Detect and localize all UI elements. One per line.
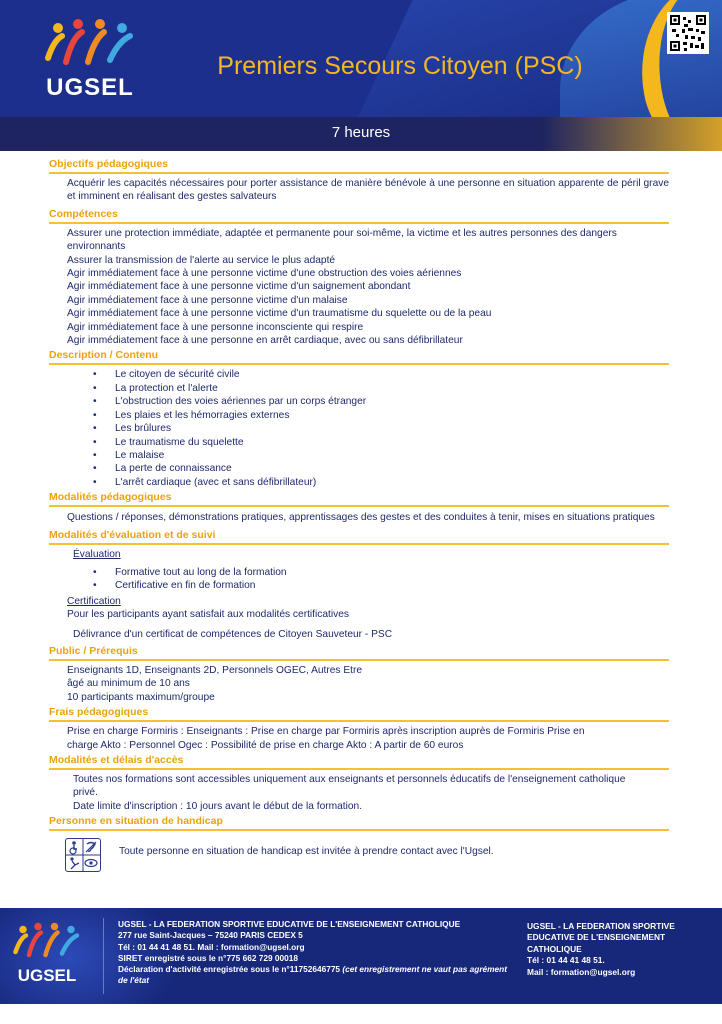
evaluation-list <box>49 566 669 593</box>
certification-label: Certification <box>67 595 121 607</box>
acces-text: Toutes nos formations sont accessibles uniquement aux enseignants et personnels éducatifs de l'enseignement catholique privé. <box>73 774 626 799</box>
delivrance-text: Délivrance d'un certificat de compétences de Citoyen Sauveteur - PSC <box>73 628 393 640</box>
footer-declaration-note: (cet enregistrement ne vaut pas agrément de l'état <box>118 964 507 986</box>
ugsel-logo-figures-icon <box>44 18 136 74</box>
section-title: Modalités et délais d'accès <box>49 754 669 770</box>
header-banner <box>0 0 722 117</box>
public-line: 10 participants maximum/groupe <box>67 691 215 703</box>
footer-org-name: UGSEL - LA FEDERATION SPORTIVE EDUCATIVE DE L'ENSEIGNEMENT CATHOLIQUE <box>118 919 461 929</box>
section-title: Modalités pédagogiques <box>49 491 669 507</box>
list-item: • La protection et l'alerte <box>91 382 669 395</box>
section-title: Personne en situation de handicap <box>49 815 669 831</box>
competence-item: Agir immédiatement face à une personne victime d'un malaise <box>67 294 348 306</box>
section-evaluation <box>49 529 669 641</box>
footer-right-org: UGSEL - LA FEDERATION SPORTIVE EDUCATIVE DE L'ENSEIGNEMENT CATHOLIQUE <box>527 921 675 954</box>
list-item: • La perte de connaissance <box>91 462 669 475</box>
objectifs-text: Acquérir les capacités nécessaires pour porter assistance de manière bénévole à une personne en situation apparente de péril grave et imminent en réalisant des gestes salvateurs <box>67 178 669 203</box>
section-title: Description / Contenu <box>49 349 669 365</box>
list-item: • Certificative en fin de formation <box>91 579 669 592</box>
date-limite-text: Date limite d'inscription : 10 jours avant le début de la formation. <box>73 800 363 812</box>
footer-siret: SIRET enregistré sous le n°775 662 729 00018 <box>118 952 298 963</box>
section-public <box>49 645 669 704</box>
handicap-row <box>49 834 669 874</box>
competence-item: Assurer une protection immédiate, adaptée et permanente pour soi-même, la victime et les autres personnes des dangers environnants <box>67 227 617 253</box>
section-modalites-pedagogiques <box>49 491 669 524</box>
section-acces <box>49 754 669 813</box>
list-item: • Les plaies et les hémorragies externes <box>91 409 669 422</box>
ugsel-logo <box>40 18 140 101</box>
section-competences <box>49 208 669 348</box>
list-item: • L'obstruction des voies aériennes par un corps étranger <box>91 395 669 408</box>
footer-address-block <box>118 919 508 987</box>
qr-code-icon[interactable] <box>667 12 709 54</box>
competence-item: Agir immédiatement face à une personne inconsciente qui respire <box>67 321 364 333</box>
list-item: • L'arrêt cardiaque (avec et sans défibrillateur) <box>91 476 669 489</box>
list-item: • Le malaise <box>91 449 669 462</box>
public-line: Enseignants 1D, Enseignants 2D, Personnels OGEC, Autres Etre <box>67 664 363 676</box>
footer-right-mail[interactable]: Mail : formation@ugsel.org <box>527 966 636 977</box>
section-description <box>49 349 669 489</box>
handicap-text: Toute personne en situation de handicap est invitée à prendre contact avec l'Ugsel. <box>119 846 494 858</box>
footer-contact: Tél : 01 44 41 48 51. Mail : formation@ugsel.org <box>118 941 305 952</box>
modalites-text: Questions / réponses, démonstrations pratiques, apprentissages des gestes et des conduites à tenir, mises en situations pratiques <box>67 512 655 524</box>
accessibility-icon <box>65 838 101 872</box>
footer-divider <box>103 918 104 994</box>
competence-item: Agir immédiatement face à une personne victime d'une obstruction des voies aériennes <box>67 268 462 280</box>
section-title: Compétences <box>49 208 669 224</box>
section-title: Public / Prérequis <box>49 645 669 661</box>
section-title: Modalités d'évaluation et de suivi <box>49 529 669 545</box>
footer-declaration <box>118 964 508 987</box>
footer-contact-block <box>527 921 712 978</box>
competence-item: Assurer la transmission de l'alerte au service le plus adapté <box>67 254 336 266</box>
frais-line: Prise en charge Formiris : Enseignants : Prise en charge par Formiris après inscription auprès de Formiris Prise en <box>67 726 585 738</box>
footer-right-phone: Tél : 01 44 41 48 51. <box>527 955 605 966</box>
list-item: • Le citoyen de sécurité civile <box>91 368 669 381</box>
section-handicap <box>49 815 669 874</box>
section-frais <box>49 706 669 752</box>
description-list <box>49 368 669 489</box>
public-line: âgé au minimum de 10 ans <box>67 678 190 690</box>
section-title: Objectifs pédagogiques <box>49 158 669 174</box>
section-objectifs <box>49 158 669 204</box>
duration-label: 7 heures <box>331 124 391 141</box>
evaluation-label: Évaluation <box>73 548 121 560</box>
competence-item: Agir immédiatement face à une personne victime d'un traumatisme du squelette ou de la peau <box>67 308 492 320</box>
logo-text: UGSEL <box>46 74 134 101</box>
footer-declaration-main: Déclaration d'activité enregistrée sous le n°11752646775 <box>118 964 341 975</box>
list-item: • Formative tout au long de la formation <box>91 566 669 579</box>
page-bottom-margin <box>0 1004 722 1024</box>
frais-line: charge Akto : Personnel Ogec : Possibilité de prise en charge Akto : A partir de 60 euros <box>67 739 464 751</box>
footer-logo-text: UGSEL <box>17 966 77 985</box>
page-title: Premiers Secours Citoyen (PSC) <box>217 52 583 80</box>
footer-ugsel-logo <box>12 922 82 992</box>
content-body <box>0 158 722 874</box>
list-item: • Les brûlures <box>91 422 669 435</box>
footer-logo-figures-icon <box>12 922 82 964</box>
footer <box>0 908 722 1004</box>
competence-item: Agir immédiatement face à une personne victime d'un saignement abondant <box>67 281 411 293</box>
certification-text: Pour les participants ayant satisfait aux modalités certificatives <box>67 609 349 621</box>
competence-item: Agir immédiatement face à une personne en arrêt cardiaque, avec ou sans défibrillateur <box>67 335 463 347</box>
section-title: Frais pédagogiques <box>49 706 669 722</box>
list-item: • Le traumatisme du squelette <box>91 436 669 449</box>
footer-address: 277 rue Saint-Jacques – 75240 PARIS CEDEX 5 <box>118 930 303 941</box>
